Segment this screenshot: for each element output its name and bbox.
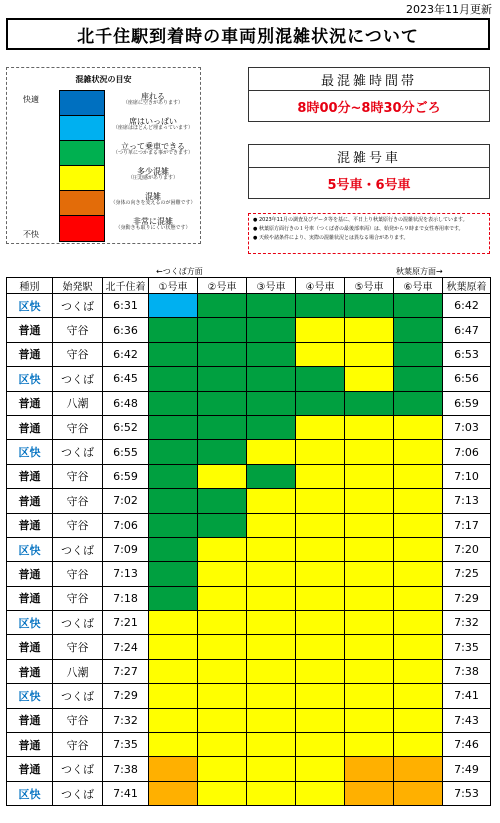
origin-station: つくば xyxy=(53,757,103,781)
car-3-congestion-cell xyxy=(247,537,296,561)
table-row xyxy=(7,659,491,683)
table-row xyxy=(7,537,491,561)
car-3-congestion-cell xyxy=(247,489,296,513)
crowded-car-box xyxy=(248,144,490,199)
train-type: 普通 xyxy=(7,659,53,683)
car-6-congestion-cell xyxy=(394,367,443,391)
car-6-congestion-cell xyxy=(394,342,443,366)
car-5-congestion-cell xyxy=(345,342,394,366)
kitasenju-arrival-time: 6:42 xyxy=(103,342,149,366)
car-6-congestion-cell xyxy=(394,733,443,757)
car-6-congestion-cell xyxy=(394,294,443,318)
header-car-3: ③号車 xyxy=(247,278,296,294)
car-2-congestion-cell xyxy=(198,294,247,318)
car-6-congestion-cell xyxy=(394,318,443,342)
origin-station: 守谷 xyxy=(53,513,103,537)
legend-item-label: 座れる xyxy=(141,92,165,101)
car-2-congestion-cell xyxy=(198,586,247,610)
car-2-congestion-cell xyxy=(198,318,247,342)
table-row xyxy=(7,489,491,513)
akihabara-arrival-time: 7:13 xyxy=(443,489,491,513)
car-4-congestion-cell xyxy=(296,586,345,610)
legend-swatch xyxy=(60,91,104,116)
legend-swatch xyxy=(60,116,104,141)
car-3-congestion-cell xyxy=(247,635,296,659)
car-6-congestion-cell xyxy=(394,562,443,586)
car-4-congestion-cell xyxy=(296,635,345,659)
car-3-congestion-cell xyxy=(247,757,296,781)
legend-item xyxy=(107,92,199,107)
car-2-congestion-cell xyxy=(198,611,247,635)
car-1-congestion-cell xyxy=(149,611,198,635)
car-1-congestion-cell xyxy=(149,318,198,342)
car-4-congestion-cell xyxy=(296,318,345,342)
car-6-congestion-cell xyxy=(394,635,443,659)
origin-station: 八潮 xyxy=(53,659,103,683)
car-3-congestion-cell xyxy=(247,513,296,537)
car-3-congestion-cell xyxy=(247,684,296,708)
header-car-5: ⑤号車 xyxy=(345,278,394,294)
car-5-congestion-cell xyxy=(345,611,394,635)
table-row xyxy=(7,562,491,586)
header-origin: 始発駅 xyxy=(53,278,103,294)
car-3-congestion-cell xyxy=(247,781,296,805)
table-row xyxy=(7,440,491,464)
legend-item-description: （圧迫感があります） xyxy=(127,175,178,182)
car-1-congestion-cell xyxy=(149,659,198,683)
car-5-congestion-cell xyxy=(345,781,394,805)
car-1-congestion-cell xyxy=(149,294,198,318)
car-1-congestion-cell xyxy=(149,537,198,561)
car-4-congestion-cell xyxy=(296,415,345,439)
crowded-car-value: 5号車・6号車 xyxy=(327,177,411,193)
car-1-congestion-cell xyxy=(149,440,198,464)
legend-swatch xyxy=(60,166,104,191)
table-row xyxy=(7,391,491,415)
train-type: 普通 xyxy=(7,757,53,781)
train-type: 区快 xyxy=(7,684,53,708)
train-type: 区快 xyxy=(7,440,53,464)
train-type: 普通 xyxy=(7,464,53,488)
car-1-congestion-cell xyxy=(149,757,198,781)
train-type: 普通 xyxy=(7,586,53,610)
car-3-congestion-cell xyxy=(247,586,296,610)
car-1-congestion-cell xyxy=(149,367,198,391)
header-car-1: ①号車 xyxy=(149,278,198,294)
car-5-congestion-cell xyxy=(345,440,394,464)
akihabara-arrival-time: 7:32 xyxy=(443,611,491,635)
akihabara-arrival-time: 7:43 xyxy=(443,708,491,732)
legend-item-label: 席はいっぱい xyxy=(129,117,177,126)
legend-item-description: （身動きも取りにくい状態です） xyxy=(115,225,191,232)
table-row xyxy=(7,415,491,439)
legend-swatch xyxy=(60,141,104,166)
legend-comfortable-label: 快適 xyxy=(23,95,39,104)
car-1-congestion-cell xyxy=(149,489,198,513)
car-6-congestion-cell xyxy=(394,440,443,464)
kitasenju-arrival-time: 6:59 xyxy=(103,464,149,488)
car-5-congestion-cell xyxy=(345,659,394,683)
car-5-congestion-cell xyxy=(345,635,394,659)
car-4-congestion-cell xyxy=(296,708,345,732)
table-row xyxy=(7,781,491,805)
train-type: 普通 xyxy=(7,391,53,415)
train-type: 区快 xyxy=(7,781,53,805)
table-row xyxy=(7,294,491,318)
car-4-congestion-cell xyxy=(296,342,345,366)
car-2-congestion-cell xyxy=(198,537,247,561)
kitasenju-arrival-time: 7:38 xyxy=(103,757,149,781)
table-row xyxy=(7,757,491,781)
car-4-congestion-cell xyxy=(296,489,345,513)
car-4-congestion-cell xyxy=(296,659,345,683)
legend-item-label: 混雑 xyxy=(145,192,161,201)
car-5-congestion-cell xyxy=(345,464,394,488)
car-5-congestion-cell xyxy=(345,733,394,757)
car-2-congestion-cell xyxy=(198,342,247,366)
origin-station: 守谷 xyxy=(53,708,103,732)
page-title: 北千住駅到着時の車両別混雑状況について xyxy=(6,18,490,50)
kitasenju-arrival-time: 6:48 xyxy=(103,391,149,415)
origin-station: つくば xyxy=(53,684,103,708)
header-car-6: ⑥号車 xyxy=(394,278,443,294)
origin-station: 守谷 xyxy=(53,489,103,513)
kitasenju-arrival-time: 7:27 xyxy=(103,659,149,683)
car-5-congestion-cell xyxy=(345,708,394,732)
train-type: 普通 xyxy=(7,708,53,732)
akihabara-arrival-time: 6:47 xyxy=(443,318,491,342)
car-1-congestion-cell xyxy=(149,635,198,659)
legend-item-description: （座席はほとんど埋まっています） xyxy=(112,125,193,132)
origin-station: つくば xyxy=(53,367,103,391)
legend-swatch xyxy=(60,191,104,216)
legend-item xyxy=(107,217,199,232)
train-type: 普通 xyxy=(7,513,53,537)
car-2-congestion-cell xyxy=(198,464,247,488)
akihabara-arrival-time: 7:03 xyxy=(443,415,491,439)
kitasenju-arrival-time: 6:36 xyxy=(103,318,149,342)
legend-item-description: （身体の向きを変えるのが困難です） xyxy=(110,200,196,207)
akihabara-arrival-time: 6:56 xyxy=(443,367,491,391)
table-row xyxy=(7,318,491,342)
kitasenju-arrival-time: 7:09 xyxy=(103,537,149,561)
akihabara-arrival-time: 7:20 xyxy=(443,537,491,561)
car-1-congestion-cell xyxy=(149,464,198,488)
table-row xyxy=(7,635,491,659)
car-3-congestion-cell xyxy=(247,342,296,366)
kitasenju-arrival-time: 7:21 xyxy=(103,611,149,635)
kitasenju-arrival-time: 7:32 xyxy=(103,708,149,732)
legend-item xyxy=(107,142,199,157)
direction-akihabara: 秋葉原方面→ xyxy=(396,267,443,276)
origin-station: 守谷 xyxy=(53,733,103,757)
kitasenju-arrival-time: 6:31 xyxy=(103,294,149,318)
car-2-congestion-cell xyxy=(198,781,247,805)
origin-station: つくば xyxy=(53,537,103,561)
header-akihabara-arrival: 秋葉原着 xyxy=(443,278,491,294)
car-6-congestion-cell xyxy=(394,659,443,683)
car-3-congestion-cell xyxy=(247,562,296,586)
car-3-congestion-cell xyxy=(247,440,296,464)
kitasenju-arrival-time: 6:55 xyxy=(103,440,149,464)
legend-item-label: 立って乗車できる xyxy=(121,142,185,151)
car-6-congestion-cell xyxy=(394,684,443,708)
car-6-congestion-cell xyxy=(394,611,443,635)
car-1-congestion-cell xyxy=(149,513,198,537)
car-2-congestion-cell xyxy=(198,391,247,415)
akihabara-arrival-time: 7:06 xyxy=(443,440,491,464)
car-4-congestion-cell xyxy=(296,513,345,537)
peak-time-label: 最混雑時間帯 xyxy=(249,68,489,91)
legend-item xyxy=(107,117,199,132)
car-6-congestion-cell xyxy=(394,464,443,488)
origin-station: 守谷 xyxy=(53,342,103,366)
car-2-congestion-cell xyxy=(198,635,247,659)
train-type: 普通 xyxy=(7,562,53,586)
train-type: 普通 xyxy=(7,342,53,366)
note: ● 2023年11月の調査及びデータ等を基に、平日上り秋葉原行きの混雑状況を表示しています。 xyxy=(253,217,485,223)
kitasenju-arrival-time: 6:52 xyxy=(103,415,149,439)
car-4-congestion-cell xyxy=(296,611,345,635)
car-4-congestion-cell xyxy=(296,562,345,586)
origin-station: 守谷 xyxy=(53,464,103,488)
car-3-congestion-cell xyxy=(247,367,296,391)
congestion-table xyxy=(6,277,491,806)
car-1-congestion-cell xyxy=(149,733,198,757)
origin-station: 守谷 xyxy=(53,635,103,659)
legend-swatch xyxy=(60,216,104,241)
origin-station: つくば xyxy=(53,440,103,464)
car-4-congestion-cell xyxy=(296,464,345,488)
akihabara-arrival-time: 7:29 xyxy=(443,586,491,610)
table-row xyxy=(7,513,491,537)
car-3-congestion-cell xyxy=(247,391,296,415)
notes-box xyxy=(248,213,490,254)
car-3-congestion-cell xyxy=(247,415,296,439)
legend-uncomfortable-label: 不快 xyxy=(23,230,39,239)
car-5-congestion-cell xyxy=(345,391,394,415)
car-1-congestion-cell xyxy=(149,562,198,586)
crowded-car-label: 混雑号車 xyxy=(249,145,489,168)
origin-station: つくば xyxy=(53,611,103,635)
origin-station: 守谷 xyxy=(53,562,103,586)
car-1-congestion-cell xyxy=(149,342,198,366)
car-2-congestion-cell xyxy=(198,513,247,537)
peak-time-box xyxy=(248,67,490,122)
table-row xyxy=(7,733,491,757)
kitasenju-arrival-time: 7:24 xyxy=(103,635,149,659)
congestion-legend xyxy=(6,67,201,244)
table-row xyxy=(7,611,491,635)
car-1-congestion-cell xyxy=(149,684,198,708)
car-5-congestion-cell xyxy=(345,415,394,439)
car-2-congestion-cell xyxy=(198,708,247,732)
car-1-congestion-cell xyxy=(149,586,198,610)
train-type: 普通 xyxy=(7,318,53,342)
akihabara-arrival-time: 7:53 xyxy=(443,781,491,805)
legend-title: 混雑状況の目安 xyxy=(75,75,132,84)
car-1-congestion-cell xyxy=(149,415,198,439)
car-3-congestion-cell xyxy=(247,708,296,732)
car-5-congestion-cell xyxy=(345,537,394,561)
car-6-congestion-cell xyxy=(394,537,443,561)
note: ● 天候や諸条件により、実際の混雑状況とは異なる場合があります。 xyxy=(253,235,485,241)
akihabara-arrival-time: 7:10 xyxy=(443,464,491,488)
akihabara-arrival-time: 7:46 xyxy=(443,733,491,757)
legend-item-description: （座席に空きがあります） xyxy=(122,100,183,107)
car-3-congestion-cell xyxy=(247,659,296,683)
akihabara-arrival-time: 7:41 xyxy=(443,684,491,708)
car-5-congestion-cell xyxy=(345,684,394,708)
legend-item-description: （つり革につかまる事ができます） xyxy=(113,150,193,157)
car-4-congestion-cell xyxy=(296,294,345,318)
akihabara-arrival-time: 7:38 xyxy=(443,659,491,683)
origin-station: つくば xyxy=(53,781,103,805)
kitasenju-arrival-time: 7:29 xyxy=(103,684,149,708)
header-kitasenju-arrival: 北千住着 xyxy=(103,278,149,294)
car-4-congestion-cell xyxy=(296,781,345,805)
car-6-congestion-cell xyxy=(394,757,443,781)
car-4-congestion-cell xyxy=(296,391,345,415)
car-4-congestion-cell xyxy=(296,733,345,757)
origin-station: 守谷 xyxy=(53,586,103,610)
car-1-congestion-cell xyxy=(149,708,198,732)
akihabara-arrival-time: 7:17 xyxy=(443,513,491,537)
car-6-congestion-cell xyxy=(394,586,443,610)
origin-station: つくば xyxy=(53,294,103,318)
note: ● 秋葉原方面行きの１号車（つくば者の最後部車両）は、始発から９時まで女性専用車です。 xyxy=(253,226,485,232)
car-6-congestion-cell xyxy=(394,391,443,415)
car-6-congestion-cell xyxy=(394,489,443,513)
akihabara-arrival-time: 7:49 xyxy=(443,757,491,781)
car-5-congestion-cell xyxy=(345,489,394,513)
kitasenju-arrival-time: 6:45 xyxy=(103,367,149,391)
train-type: 区快 xyxy=(7,537,53,561)
car-4-congestion-cell xyxy=(296,537,345,561)
train-type: 区快 xyxy=(7,294,53,318)
train-type: 普通 xyxy=(7,635,53,659)
car-1-congestion-cell xyxy=(149,391,198,415)
akihabara-arrival-time: 7:25 xyxy=(443,562,491,586)
car-2-congestion-cell xyxy=(198,489,247,513)
car-2-congestion-cell xyxy=(198,757,247,781)
car-3-congestion-cell xyxy=(247,464,296,488)
kitasenju-arrival-time: 7:41 xyxy=(103,781,149,805)
kitasenju-arrival-time: 7:13 xyxy=(103,562,149,586)
car-2-congestion-cell xyxy=(198,440,247,464)
car-2-congestion-cell xyxy=(198,659,247,683)
akihabara-arrival-time: 7:35 xyxy=(443,635,491,659)
train-type: 普通 xyxy=(7,489,53,513)
origin-station: 八潮 xyxy=(53,391,103,415)
table-row xyxy=(7,586,491,610)
car-5-congestion-cell xyxy=(345,294,394,318)
table-header-row xyxy=(7,278,491,294)
table-row xyxy=(7,684,491,708)
car-4-congestion-cell xyxy=(296,440,345,464)
legend-item-label: 多少混雑 xyxy=(137,167,169,176)
car-6-congestion-cell xyxy=(394,781,443,805)
origin-station: 守谷 xyxy=(53,415,103,439)
car-2-congestion-cell xyxy=(198,684,247,708)
car-5-congestion-cell xyxy=(345,586,394,610)
legend-item-label: 非常に混雑 xyxy=(133,217,173,226)
car-2-congestion-cell xyxy=(198,562,247,586)
train-type: 普通 xyxy=(7,415,53,439)
car-4-congestion-cell xyxy=(296,367,345,391)
kitasenju-arrival-time: 7:35 xyxy=(103,733,149,757)
table-row xyxy=(7,367,491,391)
car-5-congestion-cell xyxy=(345,367,394,391)
car-5-congestion-cell xyxy=(345,757,394,781)
akihabara-arrival-time: 6:42 xyxy=(443,294,491,318)
train-type: 普通 xyxy=(7,733,53,757)
car-5-congestion-cell xyxy=(345,562,394,586)
car-3-congestion-cell xyxy=(247,318,296,342)
car-3-congestion-cell xyxy=(247,611,296,635)
kitasenju-arrival-time: 7:18 xyxy=(103,586,149,610)
akihabara-arrival-time: 6:53 xyxy=(443,342,491,366)
kitasenju-arrival-time: 7:02 xyxy=(103,489,149,513)
car-3-congestion-cell xyxy=(247,733,296,757)
car-3-congestion-cell xyxy=(247,294,296,318)
train-type: 区快 xyxy=(7,367,53,391)
car-2-congestion-cell xyxy=(198,415,247,439)
car-2-congestion-cell xyxy=(198,367,247,391)
car-2-congestion-cell xyxy=(198,733,247,757)
kitasenju-arrival-time: 7:06 xyxy=(103,513,149,537)
legend-item xyxy=(107,192,199,207)
direction-tsukuba: ←つくば方面 xyxy=(156,267,203,276)
car-6-congestion-cell xyxy=(394,708,443,732)
legend-item xyxy=(107,167,199,182)
akihabara-arrival-time: 6:59 xyxy=(443,391,491,415)
car-6-congestion-cell xyxy=(394,513,443,537)
header-type: 種別 xyxy=(7,278,53,294)
table-row xyxy=(7,708,491,732)
origin-station: 守谷 xyxy=(53,318,103,342)
car-4-congestion-cell xyxy=(296,684,345,708)
peak-time-value: 8時00分~8時30分ごろ xyxy=(297,100,441,116)
updated-date: 2023年11月更新 xyxy=(406,3,492,16)
header-car-2: ②号車 xyxy=(198,278,247,294)
header-car-4: ④号車 xyxy=(296,278,345,294)
legend-color-bar xyxy=(59,90,105,242)
table-row xyxy=(7,342,491,366)
car-4-congestion-cell xyxy=(296,757,345,781)
car-5-congestion-cell xyxy=(345,318,394,342)
car-1-congestion-cell xyxy=(149,781,198,805)
train-type: 区快 xyxy=(7,611,53,635)
car-6-congestion-cell xyxy=(394,415,443,439)
car-5-congestion-cell xyxy=(345,513,394,537)
table-row xyxy=(7,464,491,488)
